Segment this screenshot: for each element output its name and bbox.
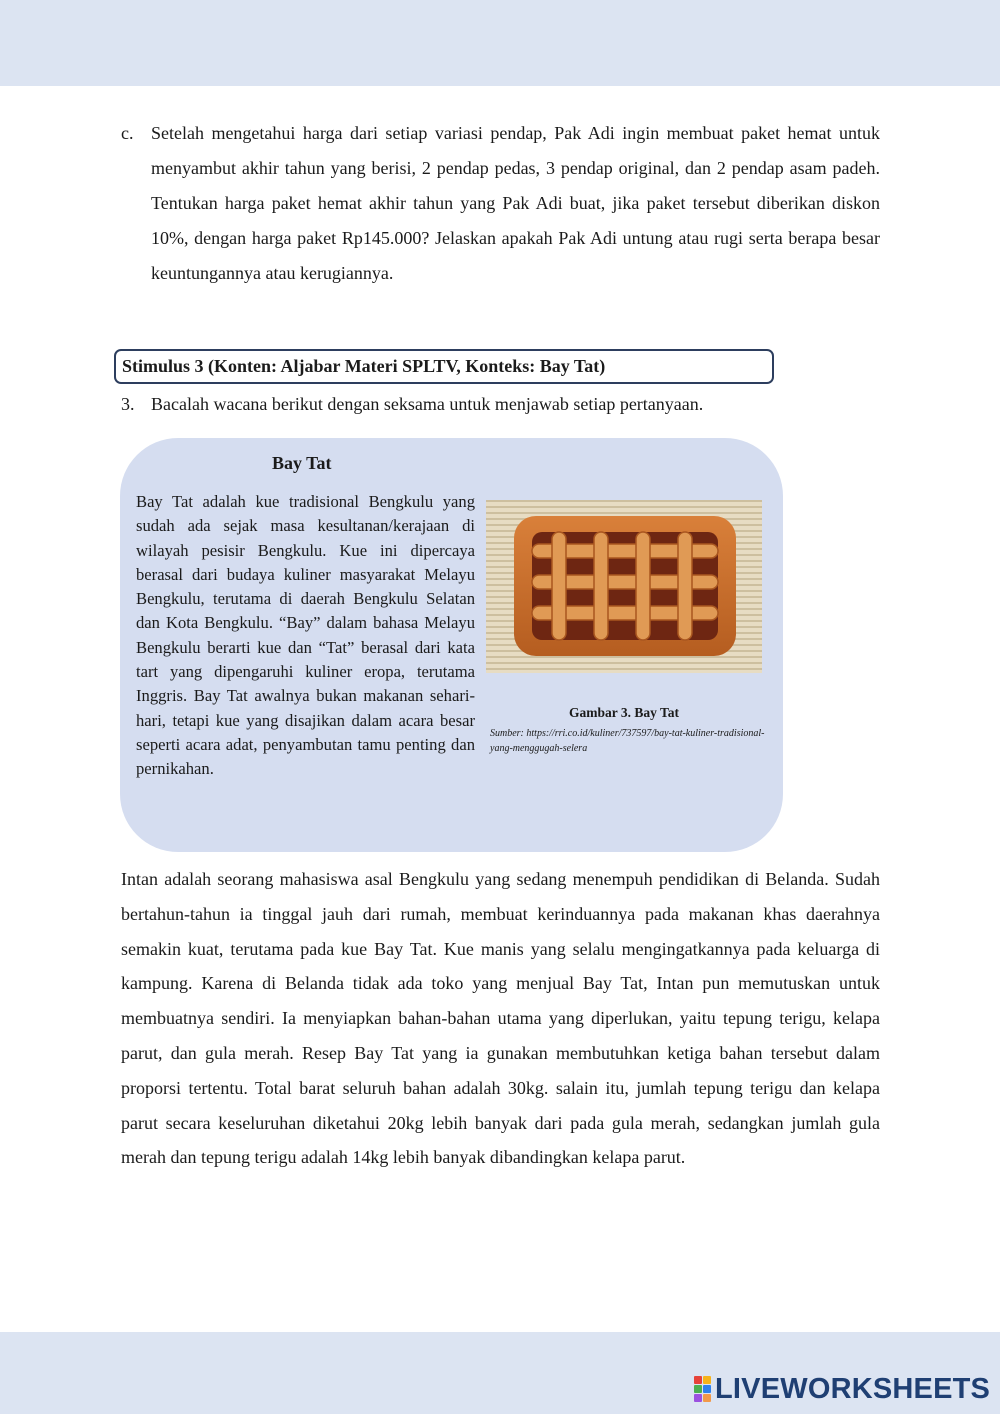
question-item-c [121,116,880,291]
question-item-3 [121,388,880,420]
item-marker: c. [121,123,134,143]
brand-logo [694,1372,990,1406]
bay-tat-photo-icon [486,500,762,673]
figure-caption: Gambar 3. Bay Tat [568,705,680,720]
question-text: Setelah mengetahui harga dari setiap variasi pendap, Pak Adi ingin membuat paket hemat untuk menyambut akhir tahun yang berisi, 2 pendap pedas, 3 pendap original, dan 2 pendap asam padeh. Tentukan harga paket hemat akhir tahun yang Pak Adi buat, jika paket tersebut diberikan diskon 10%, dengan harga paket Rp145.000? Jelaskan apakah Pak Adi untung atau rugi serta berapa besar keuntungannya atau kerugiannya. [151,123,880,283]
liveworksheets-logo-icon [694,1376,711,1402]
header-band [0,0,1000,86]
story-paragraph: Intan adalah seorang mahasiswa asal Bengkulu yang sedang menempuh pendidikan di Belanda. Sudah bertahun-tahun ia tinggal jauh dari rumah, membuat kerinduannya pada makanan khas daerahnya semakin kuat, terutama pada kue Bay Tat. Kue manis yang selalu mengingatkannya pada keluarga di kampung. Karena di Belanda tidak ada toko yang menjual Bay Tat, Intan pun memutuskan untuk membuatnya sendiri. Ia menyiapkan bahan-bahan utama yang diperlukan, yaitu tepung terigu, kelapa parut, dan gula merah. Resep Bay Tat yang ia gunakan membutuhkan ketiga bahan tersebut dalam proporsi tertentu. Total barat seluruh bahan adalah 30kg. salain itu, jumlah tepung terigu dan kelapa parut secara keseluruhan diketahui 20kg lebih banyak dari pada gula merah, sedangkan jumlah gula merah dan tepung terigu adalah 14kg lebih banyak dibandingkan kelapa parut. [121,869,880,1168]
figure-source: Sumber: https://rri.co.id/kuliner/737597/bay-tat-kuliner-tradisional-yang-menggugah-selera [490,728,765,754]
instruction-text: Bacalah wacana berikut dengan seksama untuk menjawab setiap pertanyaan. [151,394,704,414]
item-marker: 3. [121,394,135,414]
stimulus-title: Stimulus 3 (Konten: Aljabar Materi SPLTV, Konteks: Bay Tat) [122,356,606,376]
brand-name: LIVEWORKSHEETS [715,1372,991,1405]
reading-title: Bay Tat [272,453,332,473]
reading-panel [120,438,783,852]
stimulus-title-box [114,349,774,384]
reading-body: Bay Tat adalah kue tradisional Bengkulu yang sudah ada sejak masa kesultanan/kerajaan di wilayah pesisir Bengkulu. Kue ini dipercaya berasal dari budaya kuliner masyarakat Melayu Bengkulu, terutama di daerah Bengkulu Selatan dan Kota Bengkulu. “Bay” dalam bahasa Melayu Bengkulu berarti kue dan “Tat” berasal dari kata tart yang dipengaruhi kuliner eropa, terutama Inggris. Bay Tat awalnya bukan makanan sehari-hari, tetapi kue yang disajikan dalam acara besar seperti acara adat, penyambutan tamu penting dan pernikahan. [136,492,475,779]
